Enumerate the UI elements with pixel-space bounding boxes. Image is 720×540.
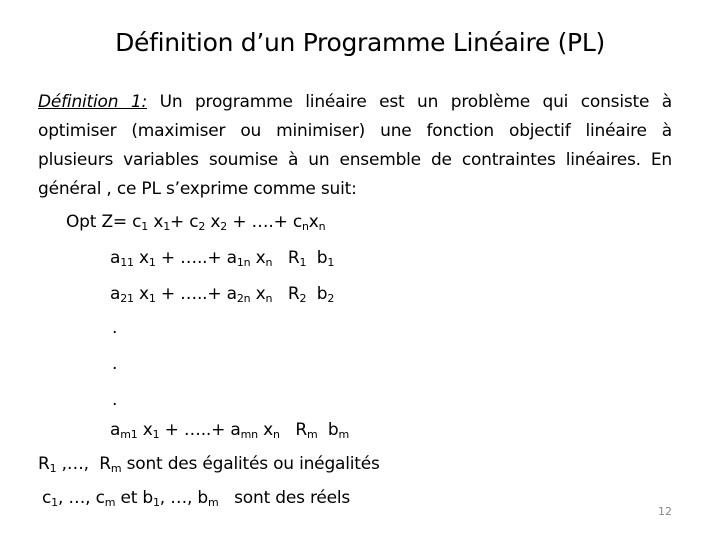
slide-title: Définition d’un Programme Linéaire (PL) xyxy=(115,28,605,57)
reals-note: $c_1$, …, $c_m$ et $b_1$, …, $b_m$ sont des réels xyxy=(42,488,351,509)
constraint-row-2: $a_{21}$ $x_1$ + …..+ $a_{2n}$ $x_n$ $R_2$ $b_2$ xyxy=(110,284,335,305)
constraint-row-m: $a_{m1}$ $x_1$ + …..+ $a_{mn}$ $x_n$ $R_m$ $b_m$ xyxy=(110,420,349,441)
ellipsis-dot-3: . xyxy=(112,390,118,410)
definition-paragraph xyxy=(38,88,672,204)
relations-note: $R_1$ ,…, $R_m$ sont des égalités ou inégalités xyxy=(38,454,380,475)
page-number: 12 xyxy=(658,505,672,518)
definition-text: Un programme linéaire est un problème qui consiste à optimiser (maximiser ou minimiser) une fonction objectif linéaire à plusieurs variables soumise à un ensemble de contraintes linéaires. En général , ce PL s’exprime comme suit: xyxy=(38,92,672,199)
ellipsis-dot-2: . xyxy=(112,354,118,374)
ellipsis-dot-1: . xyxy=(112,318,118,338)
constraint-row-1: $a_{11}$ $x_1$ + …..+ $a_{1n}$ $x_n$ $R_1$ $b_1$ xyxy=(110,248,335,269)
objective-function: Opt $Z= c_1$ $x_1+ c_2$ $x_2$ + ….+ $c_nx_n$ xyxy=(66,212,326,233)
definition-label: Définition 1: xyxy=(38,92,148,112)
